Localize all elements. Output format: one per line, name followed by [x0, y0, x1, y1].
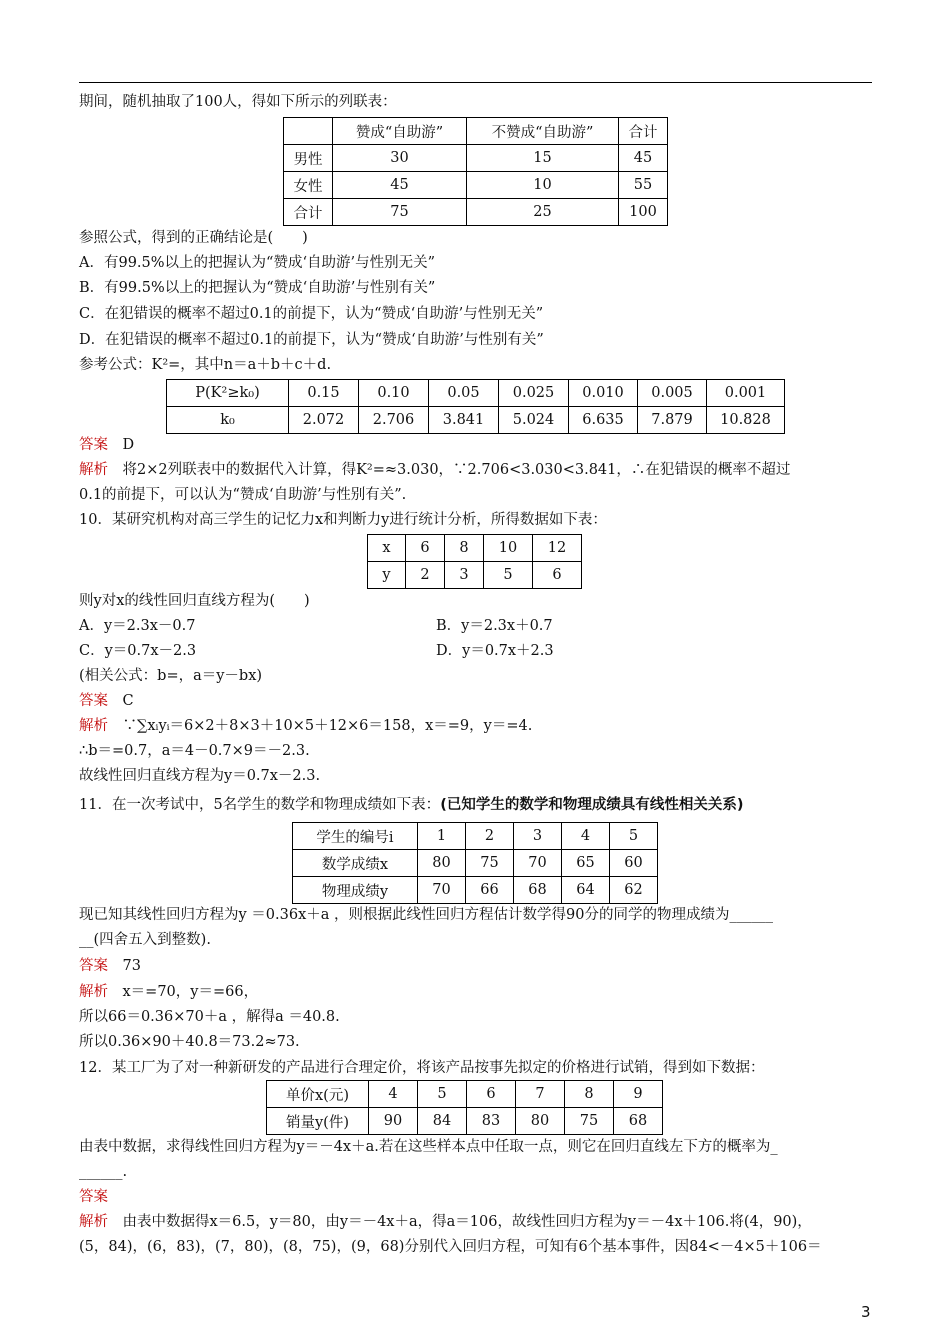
- table-cell: 单价x(元): [267, 1081, 369, 1108]
- table-cell: 80: [418, 850, 466, 877]
- table-cell: 9: [614, 1081, 663, 1108]
- table-cell: 数学成绩x: [293, 850, 418, 877]
- solution-10-cont: ∴b＝=0.7，a＝4－0.7×9＝－2.3.: [79, 743, 310, 759]
- answer-11: 答案 73: [79, 958, 141, 974]
- question-10-stem: 则y对x的线性回归直线方程为( ): [79, 593, 310, 609]
- solution-11-conclusion: 所以0.36×90＋40.8＝73.2≈73.: [79, 1034, 300, 1050]
- table-cell: 70: [514, 850, 562, 877]
- table-cell: 女性: [284, 172, 333, 199]
- solution-12-cont: (5，84)，(6，83)，(7，80)，(8，75)，(9，68)分别代入回归方程，可知有6个基本事件，因84<－4×5＋106＝: [79, 1239, 822, 1255]
- table-cell: 8: [445, 535, 484, 562]
- table-cell: 3: [445, 562, 484, 589]
- table-cell: 80: [516, 1108, 565, 1135]
- table-cell: 15: [467, 145, 619, 172]
- scores-table: [292, 822, 658, 904]
- question-11-stem-cont: __(四舍五入到整数).: [79, 932, 211, 948]
- table-cell: 物理成绩y: [293, 877, 418, 904]
- question-stem: 参照公式，得到的正确结论是( ): [79, 230, 308, 246]
- table-cell: 30: [333, 145, 467, 172]
- answer-10: 答案 C: [79, 693, 134, 709]
- question-12-stem-cont: ______.: [79, 1164, 128, 1180]
- q10-formula: (相关公式：b=，a＝y－bx): [79, 668, 263, 684]
- table-cell: 6.635: [569, 407, 638, 434]
- table-cell: 65: [562, 850, 610, 877]
- memory-judgment-table: [367, 534, 582, 589]
- page-number: 3: [861, 1303, 871, 1321]
- table-cell: 5.024: [499, 407, 569, 434]
- table-cell: 10: [467, 172, 619, 199]
- table-cell: 10.828: [707, 407, 785, 434]
- option-b: B．有99.5%以上的把握认为“赞成‘自助游’与性别有关”: [79, 280, 436, 296]
- table-cell: 2: [466, 823, 514, 850]
- table-cell: 7.879: [638, 407, 707, 434]
- table-cell: 45: [333, 172, 467, 199]
- option-c: C．在犯错误的概率不超过0.1的前提下，认为“赞成‘自助游’与性别无关”: [79, 306, 544, 322]
- table-cell: 3: [514, 823, 562, 850]
- option-a: A．有99.5%以上的把握认为“赞成‘自助游’与性别无关”: [79, 255, 436, 271]
- table-cell: 84: [418, 1108, 467, 1135]
- table-cell: 不赞成“自助游”: [467, 118, 619, 145]
- table-cell: 0.15: [289, 380, 359, 407]
- question-11-stem: 现已知其线性回归方程为y ＝0.36x＋a ，则根据此线性回归方程估计数学得90分的同学的物理成绩为______: [79, 907, 773, 923]
- solution-9: 解析 将2×2列联表中的数据代入计算，得K²=≈3.030，∵2.706<3.030<3.841，∴在犯错误的概率不超过: [79, 462, 791, 478]
- table-cell: 45: [619, 145, 668, 172]
- table-cell: 64: [562, 877, 610, 904]
- table-cell: 90: [369, 1108, 418, 1135]
- table-cell: [284, 118, 333, 145]
- option-d: D．在犯错误的概率不超过0.1的前提下，认为“赞成‘自助游’与性别有关”: [79, 332, 544, 348]
- table-cell: 12: [533, 535, 582, 562]
- table-cell: x: [368, 535, 406, 562]
- table-cell: 6: [406, 535, 445, 562]
- table-cell: 0.010: [569, 380, 638, 407]
- table-cell: 合计: [284, 199, 333, 226]
- solution-10-conclusion: 故线性回归直线方程为y＝0.7x－2.3.: [79, 768, 321, 784]
- solution-11: 解析 x＝=70，y＝=66，: [79, 984, 259, 1000]
- question-11: 11．在一次考试中，5名学生的数学和物理成绩如下表：(已知学生的数学和物理成绩具有线性相关关系): [79, 797, 744, 813]
- table-cell: 100: [619, 199, 668, 226]
- answer-9: 答案 D: [79, 437, 135, 453]
- contingency-table: [283, 117, 668, 226]
- table-cell: 1: [418, 823, 466, 850]
- table-cell: 5: [418, 1081, 467, 1108]
- table-cell: k₀: [167, 407, 289, 434]
- q10-option-c: C．y＝0.7x－2.3: [79, 643, 197, 659]
- table-cell: 0.05: [429, 380, 499, 407]
- question-12-stem: 由表中数据，求得线性回归方程为y＝－4x＋a.若在这些样本点中任取一点，则它在回归直线左下方的概率为_: [79, 1139, 778, 1155]
- table-cell: 2: [406, 562, 445, 589]
- table-cell: 2.706: [359, 407, 429, 434]
- table-cell: 75: [466, 850, 514, 877]
- table-cell: 0.001: [707, 380, 785, 407]
- table-cell: 75: [565, 1108, 614, 1135]
- table-cell: 55: [619, 172, 668, 199]
- table-cell: 10: [484, 535, 533, 562]
- table-cell: 68: [514, 877, 562, 904]
- question-12: 12．某工厂为了对一种新研发的产品进行合理定价，将该产品按事先拟定的价格进行试销，得到如下数据：: [79, 1060, 765, 1076]
- reference-formula: 参考公式：K²=，其中n＝a＋b＋c＋d.: [79, 357, 332, 373]
- table-cell: 70: [418, 877, 466, 904]
- q10-option-d: D．y＝0.7x＋2.3: [436, 643, 554, 659]
- table-cell: 5: [610, 823, 658, 850]
- table-cell: 8: [565, 1081, 614, 1108]
- table-cell: 0.005: [638, 380, 707, 407]
- table-cell: 4: [369, 1081, 418, 1108]
- q10-option-a: A．y＝2.3x－0.7: [79, 618, 196, 634]
- solution-11-cont: 所以66＝0.36×70＋a ，解得a ＝40.8.: [79, 1009, 340, 1025]
- price-sales-table: [266, 1080, 663, 1135]
- table-cell: 68: [614, 1108, 663, 1135]
- table-cell: 2.072: [289, 407, 359, 434]
- table-cell: 3.841: [429, 407, 499, 434]
- table-cell: 合计: [619, 118, 668, 145]
- table-cell: P(K²≥k₀): [167, 380, 289, 407]
- question-10: 10．某研究机构对高三学生的记忆力x和判断力y进行统计分析，所得数据如下表：: [79, 512, 607, 528]
- table-cell: 赞成“自助游”: [333, 118, 467, 145]
- solution-9-cont: 0.1的前提下，可以认为“赞成‘自助游’与性别有关”.: [79, 487, 407, 503]
- table-cell: 6: [467, 1081, 516, 1108]
- table-cell: 83: [467, 1108, 516, 1135]
- table-cell: 销量y(件): [267, 1108, 369, 1135]
- answer-12: 答案: [79, 1189, 108, 1205]
- table-cell: 4: [562, 823, 610, 850]
- table-cell: 0.025: [499, 380, 569, 407]
- intro-line: 期间，随机抽取了100人，得如下所示的列联表：: [79, 94, 397, 110]
- table-cell: 0.10: [359, 380, 429, 407]
- solution-10: 解析 ∵∑xᵢyᵢ＝6×2＋8×3＋10×5＋12×6＝158，x＝=9，y＝=4.: [79, 718, 533, 734]
- table-cell: 5: [484, 562, 533, 589]
- table-cell: 男性: [284, 145, 333, 172]
- table-cell: 学生的编号i: [293, 823, 418, 850]
- q10-option-b: B．y＝2.3x＋0.7: [436, 618, 553, 634]
- critical-value-table: [166, 379, 785, 434]
- table-cell: 75: [333, 199, 467, 226]
- table-cell: y: [368, 562, 406, 589]
- table-cell: 6: [533, 562, 582, 589]
- table-cell: 66: [466, 877, 514, 904]
- solution-12: 解析 由表中数据得x＝6.5，y＝80，由y＝－4x＋a，得a＝106，故线性回归方程为y＝－4x＋106.将(4，90)，: [79, 1214, 812, 1230]
- table-cell: 7: [516, 1081, 565, 1108]
- table-cell: 60: [610, 850, 658, 877]
- header-rule: [79, 82, 872, 83]
- table-cell: 62: [610, 877, 658, 904]
- table-cell: 25: [467, 199, 619, 226]
